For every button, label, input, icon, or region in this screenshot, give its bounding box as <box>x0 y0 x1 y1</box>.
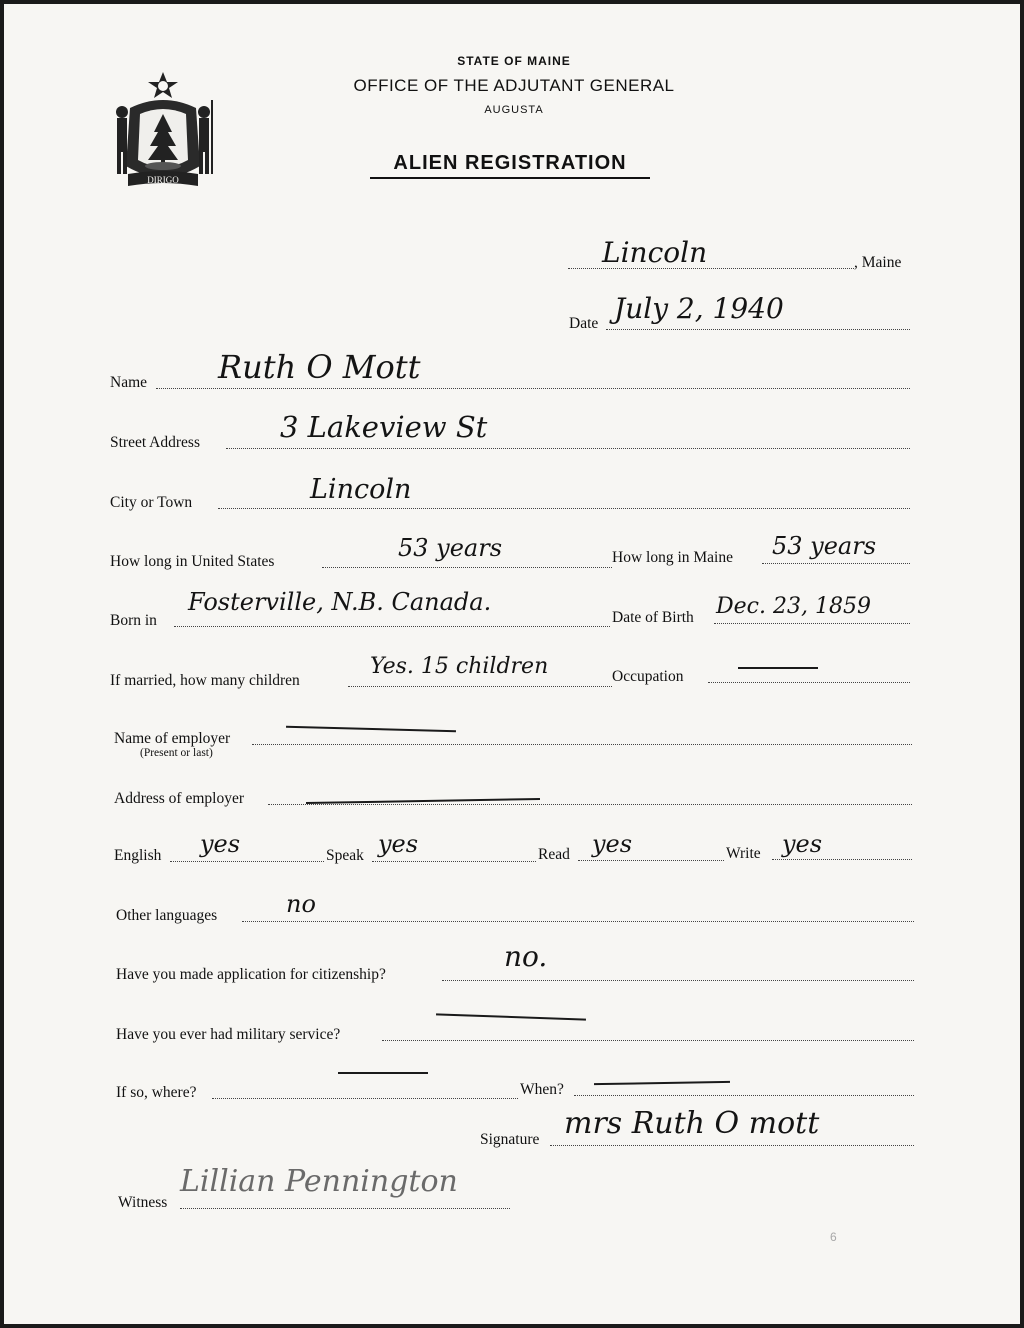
seal-motto: DIRIGO <box>147 175 179 185</box>
dob-line <box>714 623 910 624</box>
city-heading: AUGUSTA <box>484 104 544 116</box>
where-label: If so, where? <box>116 1084 197 1101</box>
birthplace-label: Born in <box>110 612 157 629</box>
signature-value: mrs Ruth O mott <box>564 1106 820 1141</box>
us-duration-label: How long in United States <box>110 553 275 570</box>
citizenship-value: no. <box>504 940 548 973</box>
name-value: Ruth O Mott <box>218 348 421 386</box>
where-line <box>212 1098 518 1099</box>
read-line <box>578 860 724 861</box>
when-dash <box>594 1081 730 1085</box>
read-label: Read <box>538 846 570 863</box>
maine-duration-line <box>762 563 910 564</box>
children-value: Yes. 15 children <box>370 654 549 679</box>
citizenship-label: Have you made application for citizenship? <box>116 966 386 983</box>
where-dash <box>338 1072 428 1074</box>
maine-duration-value: 53 years <box>772 532 877 560</box>
city-label: City or Town <box>110 494 193 511</box>
occupation-line <box>708 682 910 683</box>
english-value: yes <box>200 830 241 858</box>
employer-dash <box>286 726 456 732</box>
name-label: Name <box>110 374 148 391</box>
street-label: Street Address <box>110 434 200 451</box>
us-duration-value: 53 years <box>398 534 503 562</box>
write-label: Write <box>726 845 761 862</box>
write-value: yes <box>782 830 823 858</box>
occupation-label: Occupation <box>612 668 684 685</box>
children-line <box>348 686 612 687</box>
date-field-line <box>606 329 910 330</box>
when-label: When? <box>520 1081 564 1098</box>
witness-value: Lillian Pennington <box>180 1164 458 1199</box>
page-stamp-number: 6 <box>830 1230 837 1244</box>
name-field-line <box>156 388 910 389</box>
english-line <box>170 861 324 862</box>
street-field-line <box>226 448 910 449</box>
english-label: English <box>114 847 162 864</box>
write-line <box>772 859 912 860</box>
city-value: Lincoln <box>310 474 412 505</box>
birthplace-line <box>174 626 610 627</box>
maine-duration-label: How long in Maine <box>612 549 733 566</box>
registration-form <box>4 4 1020 1324</box>
date-label: Date <box>569 315 599 332</box>
speak-value: yes <box>378 830 419 858</box>
children-label: If married, how many children <box>110 672 300 689</box>
form-title: ALIEN REGISTRATION <box>370 152 650 179</box>
employer-address-label: Address of employer <box>114 790 244 807</box>
employer-label: Name of employer <box>114 730 231 747</box>
city-field-line <box>218 508 910 509</box>
date-value: July 2, 1940 <box>614 292 784 325</box>
citizenship-line <box>442 980 914 981</box>
other-languages-line <box>242 921 914 922</box>
military-line <box>382 1040 914 1041</box>
employer-address-line <box>268 804 912 805</box>
employer-sublabel: (Present or last) <box>140 747 213 759</box>
read-value: yes <box>592 830 633 858</box>
occupation-dash <box>738 667 818 669</box>
when-line <box>574 1095 914 1096</box>
signature-label: Signature <box>480 1131 540 1148</box>
speak-line <box>372 861 536 862</box>
dob-label: Date of Birth <box>612 609 694 626</box>
other-languages-label: Other languages <box>116 907 218 924</box>
military-dash <box>436 1013 586 1020</box>
speak-label: Speak <box>326 847 364 864</box>
witness-label: Witness <box>118 1194 168 1211</box>
maine-state-seal <box>108 70 218 194</box>
street-value: 3 Lakeview St <box>280 410 488 444</box>
birthplace-value: Fosterville, N.B. Canada. <box>188 588 492 616</box>
us-duration-line <box>322 567 612 568</box>
signature-line <box>550 1145 914 1146</box>
employer-line <box>252 744 912 745</box>
military-label: Have you ever had military service? <box>116 1026 341 1043</box>
place-value: Lincoln <box>602 236 708 269</box>
other-languages-value: no <box>286 890 316 918</box>
dob-value: Dec. 23, 1859 <box>716 594 871 619</box>
office-heading: OFFICE OF THE ADJUTANT GENERAL <box>353 76 675 95</box>
maine-label: , Maine <box>854 254 902 271</box>
state-heading: STATE OF MAINE <box>457 54 571 68</box>
witness-line <box>180 1208 510 1209</box>
